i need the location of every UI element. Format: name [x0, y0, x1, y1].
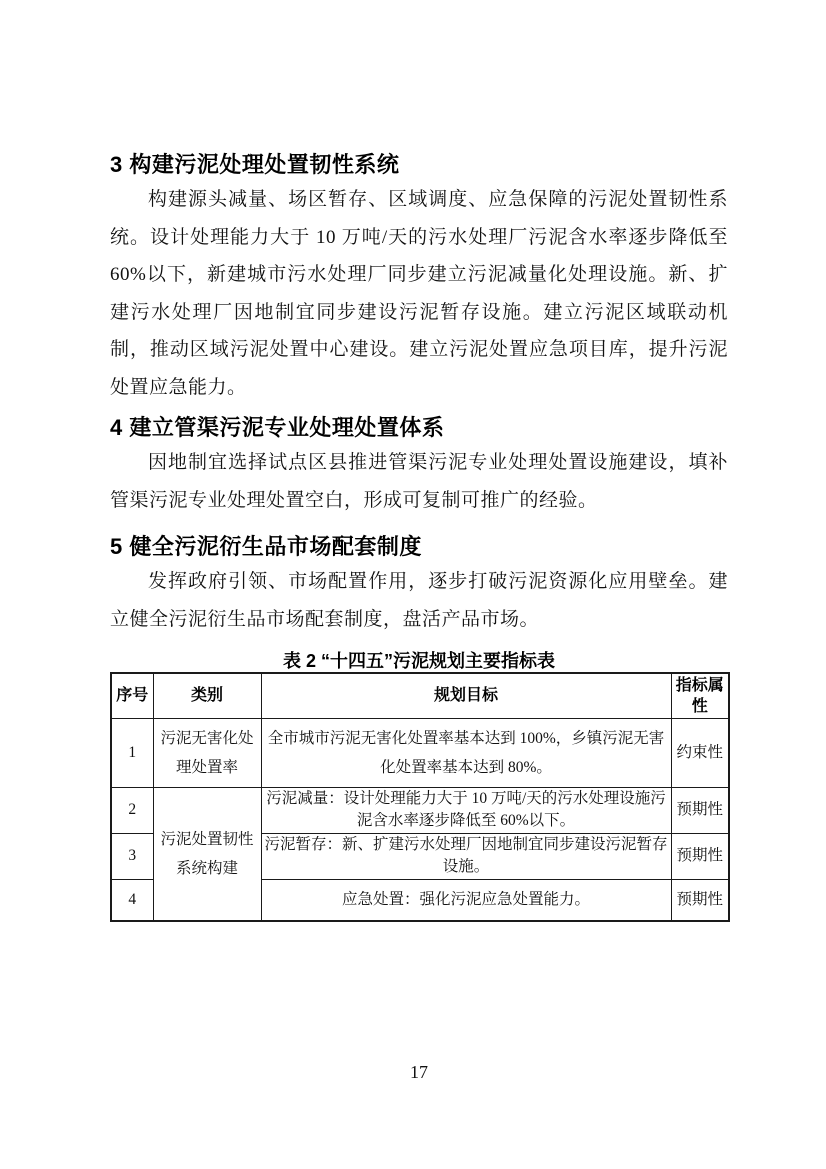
section-heading-4: 4 建立管渠污泥专业处理处置体系 [110, 415, 445, 440]
cell-attribute: 预期性 [671, 787, 729, 833]
section-body-4: 因地制宜选择试点区县推进管渠污泥专业处理处置设施建设，填补管渠污泥专业处理处置空白，形成可复制可推广的经验。 [110, 452, 728, 511]
cell-attribute: 约束性 [671, 718, 729, 787]
section-body-5: 发挥政府引领、市场配置作用，逐步打破污泥资源化应用壁垒。建立健全污泥衍生品市场配套制度，盘活产品市场。 [110, 571, 728, 630]
header-target: 规划目标 [261, 673, 671, 718]
cell-target: 污泥暂存：新、扩建污水处理厂因地制宜同步建设污泥暂存设施。 [261, 833, 671, 879]
table-row [111, 787, 729, 833]
header-attribute: 指标属性 [671, 673, 729, 718]
section-heading-5: 5 健全污泥衍生品市场配套制度 [110, 534, 422, 559]
cell-attribute: 预期性 [671, 879, 729, 921]
cell-no: 1 [111, 718, 153, 787]
table-row [111, 718, 729, 787]
cell-no: 3 [111, 833, 153, 879]
cell-no: 4 [111, 879, 153, 921]
cell-no: 2 [111, 787, 153, 833]
cell-target: 全市城市污泥无害化处置率基本达到 100%，乡镇污泥无害化处置率基本达到 80%。 [261, 718, 671, 787]
header-no: 序号 [111, 673, 153, 718]
cell-category-merged: 污泥处置韧性系统构建 [153, 787, 261, 921]
table-caption: 表 2 “十四五”污泥规划主要指标表 [282, 651, 555, 671]
section-heading-3: 3 构建污泥处理处置韧性系统 [110, 152, 400, 177]
table-header-row [111, 673, 729, 718]
cell-attribute: 预期性 [671, 833, 729, 879]
indicator-table [110, 672, 730, 922]
cell-target: 应急处置：强化污泥应急处置能力。 [261, 879, 671, 921]
section-body-3: 构建源头减量、场区暂存、区域调度、应急保障的污泥处置韧性系统。设计处理能力大于 10 万吨/天的污水处理厂污泥含水率逐步降低至 60%以下，新建城市污水处理厂同步建立污泥减量化处理设施。新、扩建污水处理厂因地制宜同步建设污泥暂存设施。建立污泥区域联动机制，推动区域污泥处置中心建设。建立污泥处置应急项目库，提升污泥处置应急能力。 [110, 189, 728, 398]
page-content [110, 0, 728, 922]
cell-target: 污泥减量：设计处理能力大于 10 万吨/天的污水处理设施污泥含水率逐步降低至 60%以下。 [261, 787, 671, 833]
header-category: 类别 [153, 673, 261, 718]
cell-category: 污泥无害化处理处置率 [153, 718, 261, 787]
page-number: 17 [410, 1062, 428, 1082]
